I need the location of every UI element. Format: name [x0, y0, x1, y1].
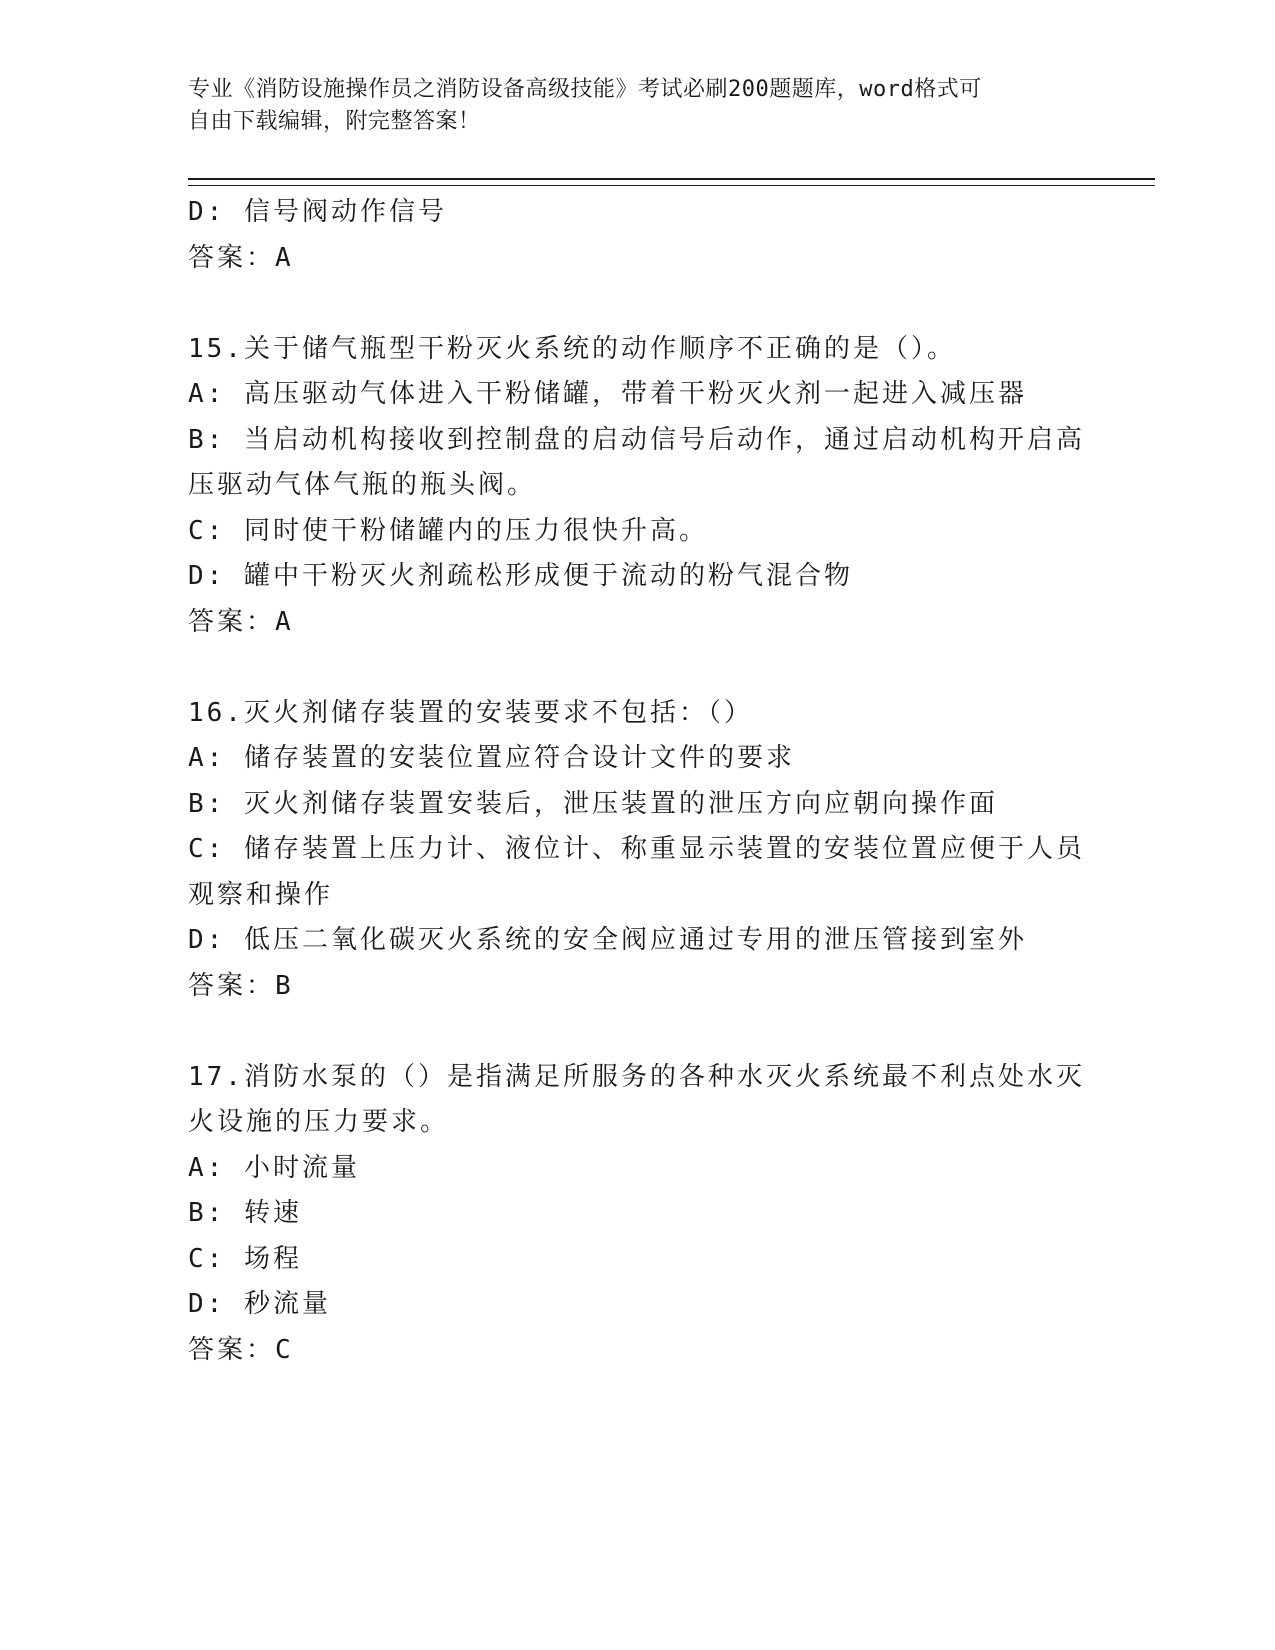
- spacer: [188, 645, 1088, 691]
- question-15: [188, 327, 1088, 646]
- document-body: [188, 190, 1088, 1373]
- question-16: [188, 691, 1088, 1010]
- question-stem: 15.关于储气瓶型干粉灭火系统的动作顺序不正确的是（）。: [188, 333, 956, 364]
- question-17: [188, 1055, 1088, 1374]
- spacer: [188, 1009, 1088, 1055]
- header-line-1: 专业《消防设施操作员之消防设备高级技能》考试必刷200题题库，word格式可: [188, 77, 982, 102]
- option-d: D: 罐中干粉灭火剂疏松形成便于流动的粉气混合物: [188, 561, 853, 591]
- option-a: A: 小时流量: [188, 1152, 360, 1183]
- header-line-2: 自由下载编辑，附完整答案！: [188, 109, 481, 134]
- spacer: [188, 281, 1088, 327]
- option-d: D: 秒流量: [188, 1289, 331, 1319]
- option-b: B: 灭火剂储存装置安装后，泄压装置的泄压方向应朝向操作面: [188, 788, 998, 819]
- option-c: C: 储存装置上压力计、液位计、称重显示装置的安装位置应便于人员观察和操作: [188, 834, 1085, 910]
- option-a: A: 储存装置的安装位置应符合设计文件的要求: [188, 743, 795, 773]
- question-stem: 16.灭火剂储存装置的安装要求不包括：（）: [188, 697, 753, 728]
- carryover-answer: 答案：A: [188, 242, 294, 273]
- header-divider: [188, 178, 1155, 186]
- option-d: D: 低压二氧化碳灭火系统的安全阀应通过专用的泄压管接到室外: [188, 925, 1027, 955]
- option-b: B: 当启动机构接收到控制盘的启动信号后动作，通过启动机构开启高压驱动气体气瓶的瓶头阀。: [188, 424, 1085, 500]
- answer: 答案：B: [188, 970, 294, 1001]
- option-c: C: 同时使干粉储罐内的压力很快升高。: [188, 515, 708, 546]
- option-a: A: 高压驱动气体进入干粉储罐，带着干粉灭火剂一起进入减压器: [188, 379, 1027, 409]
- question-stem: 17.消防水泵的（）是指满足所服务的各种水灭火系统最不利点处水灭火设施的压力要求。: [188, 1061, 1085, 1137]
- answer: 答案：A: [188, 606, 294, 637]
- carryover-option-d: D: 信号阀动作信号: [188, 197, 447, 227]
- option-c: C: 场程: [188, 1243, 302, 1274]
- answer: 答案：C: [188, 1334, 294, 1365]
- document-header: [188, 74, 1068, 138]
- option-b: B: 转速: [188, 1198, 302, 1228]
